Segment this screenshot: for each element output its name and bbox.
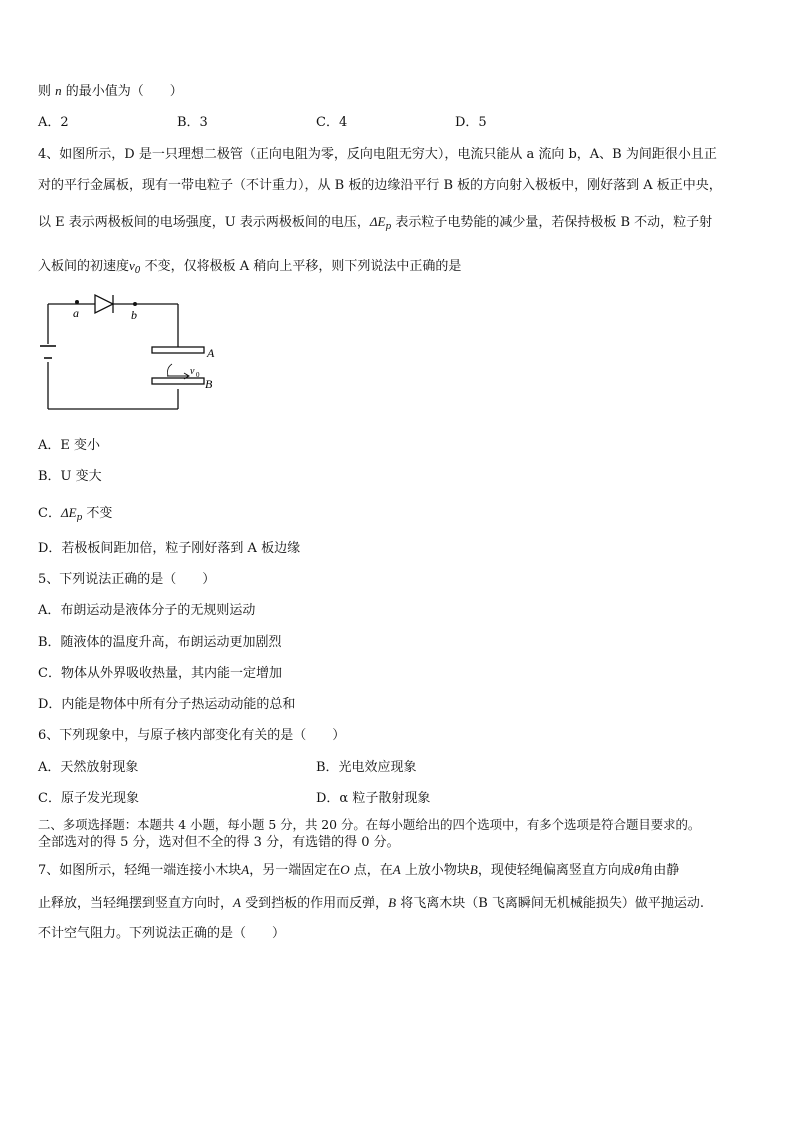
- label-v-sub: 0: [196, 371, 200, 379]
- label-plate-a: A: [207, 346, 215, 360]
- q4-stem-line4: [38, 257, 461, 280]
- q7-line1-a: 7、如图所示，轻绳一端连接小木块: [38, 863, 242, 878]
- label-b: b: [131, 308, 137, 322]
- q5-stem: 5、下列说法正确的是（ ）: [38, 572, 216, 587]
- q7-var-b2: B: [388, 895, 397, 910]
- q7-stem-line2: [38, 894, 704, 913]
- diode-icon: [95, 295, 113, 313]
- q4-line3-b: 表示粒子电势能的减少量，若保持极板 B 不动，粒子射: [391, 215, 713, 230]
- q4-line3-a: 以 E 表示两极板间的电场强度，U 表示两极板间的电压，: [38, 215, 370, 230]
- q7-line1-b: ，另一端固定在: [249, 863, 341, 878]
- plate-a: [152, 347, 204, 353]
- q4-delta-ep: ΔE: [369, 214, 386, 229]
- q4-v0-sub: 0: [134, 266, 141, 276]
- q7-stem-line1: [38, 861, 679, 880]
- q3-option-a: A．2: [38, 115, 69, 130]
- q7-line1-d: 上放小物块: [400, 863, 470, 878]
- q6-option-b: B．光电效应现象: [316, 760, 417, 775]
- q7-line2-b: 受到挡板的作用而反弹，: [240, 896, 389, 911]
- q7-line1-c: 点，在: [349, 863, 393, 878]
- q5-option-d: D．内能是物体中所有分子热运动动能的总和: [38, 697, 296, 712]
- q4-delta-ep-sub: p: [385, 222, 392, 232]
- q7-line2-a: 止释放，当轻绳摆到竖直方向时，: [38, 896, 234, 911]
- q5-option-a: A．布朗运动是液体分子的无规则运动: [38, 603, 256, 618]
- label-plate-b: B: [205, 377, 213, 391]
- q4-line4-a: 入板间的初速度: [38, 259, 130, 274]
- q6-option-c: C．原子发光现象: [38, 791, 139, 806]
- q7-var-o: O: [340, 862, 350, 877]
- q3-var-n: n: [55, 83, 62, 98]
- q5-option-c: C．物体从外界吸收热量，其内能一定增加: [38, 666, 282, 681]
- q7-var-theta: θ: [633, 862, 641, 877]
- q5-option-b: B．随液体的温度升高，布朗运动更加剧烈: [38, 635, 282, 650]
- q3-stem: [38, 82, 183, 101]
- node-b-dot: [133, 302, 137, 306]
- q7-line1-e: ，现使轻绳偏离竖直方向成: [477, 863, 634, 878]
- q3-option-c: C．4: [316, 115, 348, 130]
- q7-var-a2: A: [392, 862, 401, 877]
- q4-stem-line1: 4、如图所示，D 是一只理想二极管（正向电阻为零，反向电阻无穷大），电流只能从 a 流向 b，A、B 为间距很小且正: [38, 147, 717, 162]
- q6-option-a: A．天然放射现象: [38, 760, 139, 775]
- q3-stem-post: 的最小值为（ ）: [65, 84, 183, 99]
- q4-option-c-sub: p: [76, 513, 83, 523]
- q4-option-a: A．E 变小: [38, 438, 101, 453]
- q7-stem-line3: 不计空气阻力。下列说法正确的是（ ）: [38, 926, 286, 941]
- q4-option-c-pre: C．: [38, 506, 61, 521]
- q7-line1-f: 角由静: [640, 863, 680, 878]
- circuit-diagram: [40, 292, 220, 417]
- q4-option-b: B．U 变大: [38, 469, 102, 484]
- q7-var-a3: A: [233, 895, 241, 910]
- q4-stem-line3: [38, 213, 712, 236]
- q3-stem-pre: 则: [38, 84, 52, 99]
- q4-line4-b: 不变，仅将极板 A 稍向上平移，则下列说法中正确的是: [140, 259, 462, 274]
- q4-v0: v: [129, 258, 135, 273]
- section2-heading-line1: 二、多项选择题：本题共 4 小题，每小题 5 分，共 20 分。在每小题给出的四个选项中，有多个选项是符合题目要求的。: [38, 817, 701, 832]
- q4-option-c-sym: ΔE: [60, 505, 77, 520]
- q4-stem-line2: 对的平行金属板，现有一带电粒子（不计重力），从 B 板的边缘沿平行 B 板的方向射入极板中，刚好落到 A 板正中央，: [38, 178, 722, 193]
- q6-stem: 6、下列现象中，与原子核内部变化有关的是（ ）: [38, 728, 346, 743]
- q7-line2-c: 将飞离木块（B 飞离瞬间无机械能损失）做平抛运动.: [396, 896, 705, 911]
- q3-option-b: B．3: [177, 115, 208, 130]
- q4-option-d: D．若极板间距加倍，粒子刚好落到 A 板边缘: [38, 541, 301, 556]
- q4-option-c-post: 不变: [82, 506, 113, 521]
- q7-var-b: B: [469, 862, 478, 877]
- q7-var-a: A: [241, 862, 250, 877]
- label-a: a: [73, 306, 79, 320]
- q6-option-d: D．α 粒子散射现象: [316, 791, 431, 806]
- q3-option-d: D．5: [455, 115, 487, 130]
- section2-heading-line2: 全部选对的得 5 分，选对但不全的得 3 分，有选错的得 0 分。: [38, 835, 400, 850]
- label-v: v: [190, 366, 195, 377]
- q4-option-c: [38, 504, 112, 527]
- node-a-dot: [75, 300, 79, 304]
